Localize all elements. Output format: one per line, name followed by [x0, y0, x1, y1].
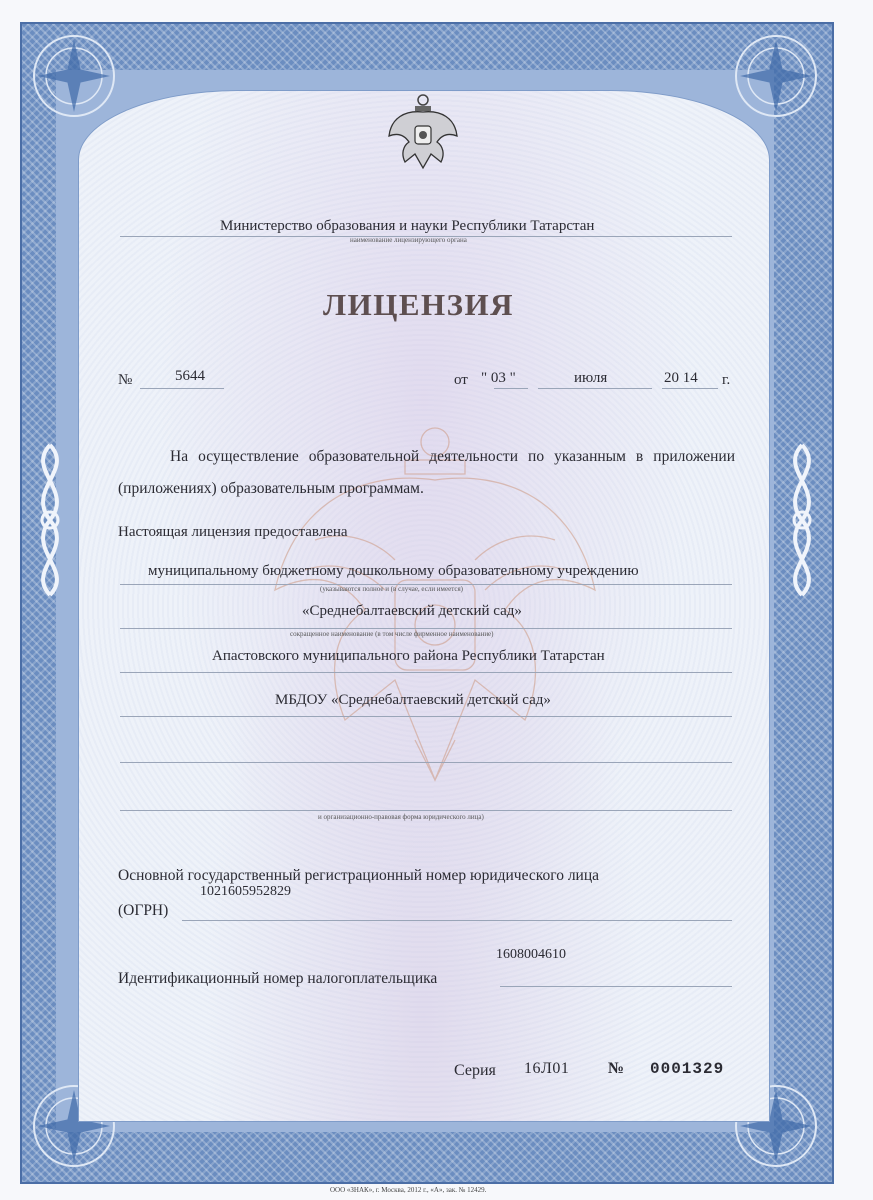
corner-ornament-icon: [24, 26, 124, 126]
ogrn-value: 1021605952829: [200, 884, 291, 899]
date-from-label: от: [454, 372, 468, 388]
date-year-underline: [662, 388, 718, 389]
number-label: №: [118, 372, 133, 388]
licensing-authority: Министерство образования и науки Республики Татарстан: [220, 218, 595, 234]
knot-ornament-icon: [776, 440, 828, 600]
org-abbr-underline: [120, 716, 732, 717]
inn-value: 1608004610: [496, 947, 566, 962]
blank-number: 0001329: [650, 1060, 725, 1078]
date-month-underline: [538, 388, 652, 389]
date-day-underline: [494, 388, 528, 389]
org-district-underline: [120, 672, 732, 673]
inn-label: Идентификационный номер налогоплательщика: [118, 970, 438, 987]
license-number: 5644: [175, 368, 205, 384]
org-short-underline: [120, 628, 732, 629]
printer-imprint: ООО «ЗНАК», г. Москва, 2012 г., «А», зак. № 12429.: [330, 1186, 487, 1194]
series-label: Серия: [454, 1062, 496, 1079]
knot-ornament-icon: [24, 440, 76, 600]
coat-of-arms-icon: [385, 92, 461, 172]
organization-short-name: «Среднебалтаевский детский сад»: [302, 603, 522, 619]
date-year: 20 14: [664, 370, 698, 386]
number-underline: [140, 388, 224, 389]
org-full-caption: (указываются полное и (в случае, если имеется): [320, 585, 464, 593]
document-title: ЛИЦЕНЗИЯ: [323, 287, 514, 322]
authority-caption: наименование лицензирующего органа: [350, 236, 467, 244]
corner-ornament-icon: [726, 26, 826, 126]
series-number-sign: №: [608, 1060, 625, 1077]
ogrn-abbr-label: (ОГРН): [118, 902, 169, 919]
organization-full-name: муниципальному бюджетному дошкольному образовательному учреждению: [148, 563, 639, 579]
blank-underline: [120, 810, 732, 811]
ogrn-label: Основной государственный регистрационный номер юридического лица: [118, 867, 600, 884]
date-year-suffix: г.: [722, 372, 731, 388]
license-purpose: На осуществление образовательной деятельности по указанным в приложении (приложениях) образовательным программам.: [118, 448, 735, 497]
org-form-caption: и организационно-правовая форма юридического лица): [318, 813, 484, 821]
date-day: " 03 ": [481, 370, 516, 386]
ogrn-underline: [182, 920, 732, 921]
inn-underline: [500, 986, 732, 987]
organization-abbreviation: МБДОУ «Среднебалтаевский детский сад»: [275, 692, 551, 708]
series-value: 16Л01: [524, 1060, 570, 1077]
granted-to-label: Настоящая лицензия предоставлена: [118, 524, 348, 540]
org-short-caption: сокращенное наименование (в том числе фирменное наименование): [290, 630, 494, 638]
date-month: июля: [574, 370, 608, 386]
blank-underline: [120, 762, 732, 763]
organization-district: Апастовского муниципального района Республики Татарстан: [212, 648, 605, 664]
